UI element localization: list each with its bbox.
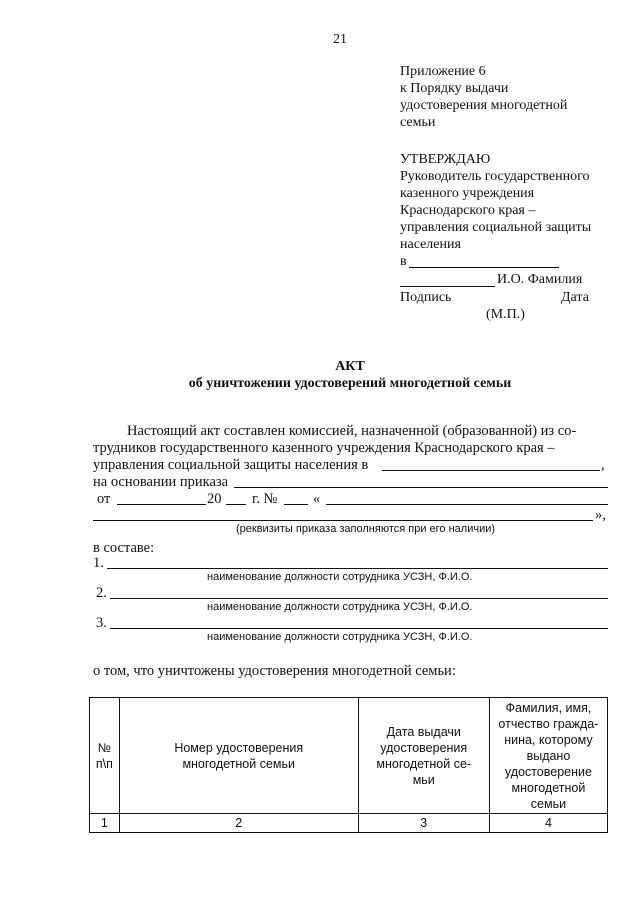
page-number: 21 <box>333 32 347 47</box>
approval-line: казенного учреждения <box>400 186 535 201</box>
date-label: Дата <box>561 290 589 305</box>
destroyed-statement: о том, что уничтожены удостоверения многодетной семьи: <box>93 663 456 679</box>
quote-open: « <box>313 491 321 507</box>
table-row <box>90 814 608 833</box>
header-issue-date: Дата выдачи удостоверения многодетной се-мьи <box>358 698 489 814</box>
header-certificate-number: Номер удостоверения многодетной семьи <box>119 698 358 814</box>
year-prefix: 20 <box>207 491 222 507</box>
appendix-line: удостоверения многодетной <box>400 98 568 113</box>
appendix-line: семьи <box>400 115 436 130</box>
approval-line: Краснодарского края – <box>400 203 536 218</box>
order-title-field-line[interactable] <box>326 504 608 505</box>
appendix-line: к Порядку выдачи <box>400 81 509 96</box>
year-field-line[interactable] <box>226 504 246 505</box>
order-number-label: г. № <box>252 491 278 507</box>
approval-in-prefix: в <box>400 254 407 269</box>
department-field-line[interactable] <box>409 267 559 268</box>
from-label: от <box>97 491 111 507</box>
member-number: 2. <box>96 585 107 601</box>
stamp-label: (М.П.) <box>486 307 525 322</box>
table-cell: 2 <box>119 814 358 833</box>
act-subtitle: об уничтожении удостоверений многодетной семьи <box>188 376 512 391</box>
basis-label: на основании приказа <box>93 474 229 490</box>
quote-close: », <box>595 507 606 523</box>
member-field-line[interactable] <box>107 568 608 569</box>
location-field-line[interactable] <box>382 470 600 471</box>
member-field-line[interactable] <box>110 598 608 599</box>
intro-line: Настоящий акт составлен комиссией, назначенной (образованной) из со- <box>127 423 577 439</box>
header-recipient-name: Фамилия, имя, отчество гражда-нина, которому выдано удостоверение многодетной семьи <box>489 698 607 814</box>
table-cell: 1 <box>90 814 120 833</box>
approval-line: населения <box>400 237 461 252</box>
header-number: № п\п <box>90 698 120 814</box>
table-cell: 4 <box>489 814 607 833</box>
member-caption: наименование должности сотрудника УСЗН, Ф.И.О. <box>207 601 473 613</box>
order-date-field-line[interactable] <box>117 504 206 505</box>
order-basis-field-line[interactable] <box>234 487 608 488</box>
member-caption: наименование должности сотрудника УСЗН, Ф.И.О. <box>207 631 473 643</box>
intro-line: управления социальной защиты населения в <box>93 457 369 473</box>
comma: , <box>601 457 605 473</box>
table-cell: 3 <box>358 814 489 833</box>
member-number: 3. <box>96 615 107 631</box>
act-title: АКТ <box>335 359 365 374</box>
intro-line: трудников государственного казенного учреждения Краснодарского края – <box>93 440 555 456</box>
approver-name: И.О. Фамилия <box>497 272 583 287</box>
signature-label: Подпись <box>400 290 452 305</box>
member-caption: наименование должности сотрудника УСЗН, Ф.И.О. <box>207 571 473 583</box>
order-number-field-line[interactable] <box>284 504 308 505</box>
approval-title: УТВЕРЖДАЮ <box>400 152 491 167</box>
order-note: (реквизиты приказа заполняются при его наличии) <box>236 523 496 535</box>
table-header-row <box>90 698 608 814</box>
approval-line: управления социальной защиты <box>400 220 592 235</box>
approval-line: Руководитель государственного <box>400 169 590 184</box>
certificates-table <box>89 697 608 833</box>
member-field-line[interactable] <box>110 628 608 629</box>
signature-field-line[interactable] <box>400 286 495 287</box>
member-number: 1. <box>93 555 104 571</box>
composition-label: в составе: <box>93 540 155 556</box>
order-title-field-line-2[interactable] <box>93 520 593 521</box>
appendix-line: Приложение 6 <box>400 64 486 79</box>
